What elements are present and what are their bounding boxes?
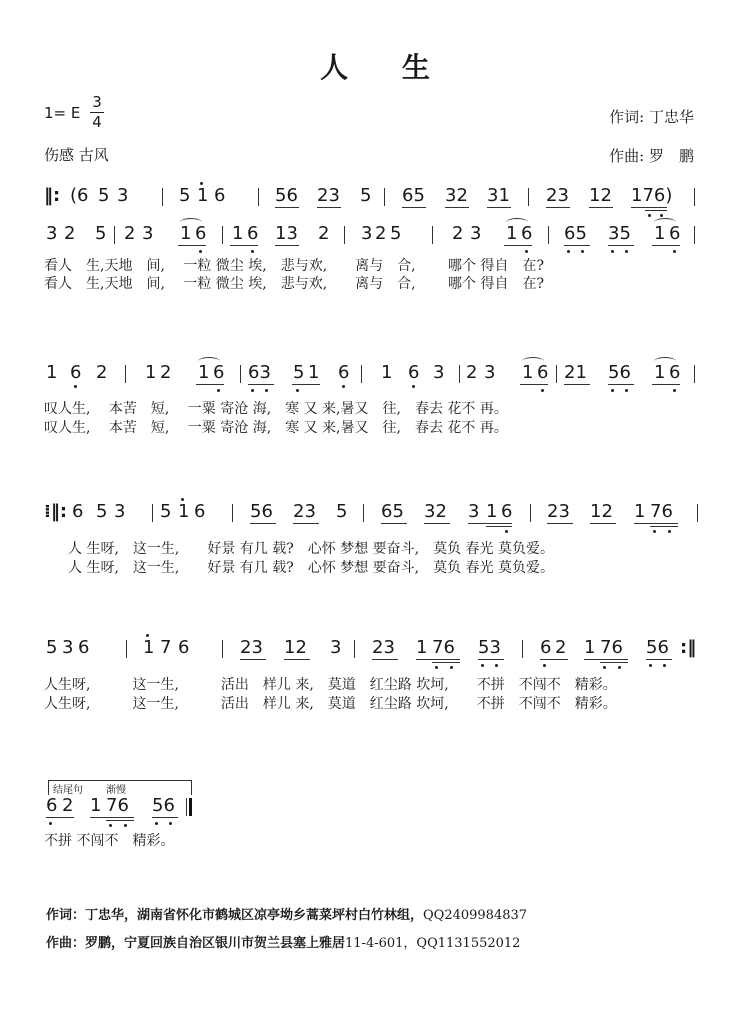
bar-line [162, 188, 163, 206]
lyrics-verse-1: 人生呀, 这一生, 活出 样儿 来, 莫道 红尘路 坎坷, 不拼 不闯不 精彩。 [44, 677, 617, 693]
score-system-2 [0, 224, 750, 248]
repeat-end-sign: :‖ [680, 637, 697, 658]
note: 6 [78, 637, 90, 658]
underline [564, 245, 590, 246]
underline [589, 207, 613, 208]
note: 2 [96, 362, 108, 383]
underline-double [486, 526, 512, 527]
note: 3 [433, 362, 445, 383]
note: 3 [114, 501, 126, 522]
low-octave-dot [296, 389, 299, 392]
bar-line [528, 188, 529, 206]
note: 1 [46, 362, 58, 383]
note: 5 [390, 223, 402, 244]
underline [652, 384, 680, 385]
lyrics-verse-1: 人 生呀, 这一生, 好景 有几 载? 心怀 梦想 要奋斗, 莫负 春光 莫负爱。 [68, 541, 555, 557]
note: 6 [537, 362, 549, 383]
note: 32 [445, 185, 468, 206]
bar-line [125, 365, 126, 383]
bar-line [459, 365, 460, 383]
note: 56 [250, 501, 273, 522]
note: 6 [46, 795, 58, 816]
composer-address: 作曲：罗鹏，宁夏回族自治区银川市贺兰县塞上雅居 [46, 936, 346, 951]
note: 6 [501, 501, 513, 522]
note: 5 [336, 501, 348, 522]
low-octave-dot [481, 664, 484, 667]
underline [248, 384, 274, 385]
lyricist-address: 作词：丁忠华，湖南省怀化市鹤城区凉亭坳乡蒿菜坪村白竹林组， [46, 908, 424, 923]
low-octave-dot [618, 666, 621, 669]
underline [631, 207, 667, 208]
low-octave-dot [625, 389, 628, 392]
low-octave-dot [567, 250, 570, 253]
note: 5 [96, 501, 108, 522]
note: 3 [142, 223, 154, 244]
note: 31 [487, 185, 510, 206]
low-octave-dot [611, 389, 614, 392]
note: 7 [160, 637, 172, 658]
composer-qq: 11-4-601，QQ1131552012 [345, 936, 521, 951]
underline [590, 523, 616, 524]
bar-line [361, 365, 362, 383]
low-octave-dot [74, 385, 77, 388]
note: 65 [564, 223, 587, 244]
note: 6 [408, 362, 420, 383]
low-octave-dot [199, 250, 202, 253]
note: 5 [46, 637, 58, 658]
note: 12 [590, 501, 613, 522]
note: 6 [669, 362, 681, 383]
note: 6 [195, 223, 207, 244]
note: 6 [338, 362, 350, 383]
low-octave-dot [543, 664, 546, 667]
note: 3 [470, 223, 482, 244]
note: 6 [194, 501, 206, 522]
score-system-5 [0, 638, 750, 662]
high-octave-dot [200, 182, 203, 185]
bar-line [126, 640, 127, 658]
low-octave-dot [155, 822, 158, 825]
underline [90, 817, 134, 818]
time-signature-bottom: 4 [92, 113, 102, 131]
bar-line [344, 226, 345, 244]
underline [608, 384, 634, 385]
underline [152, 817, 178, 818]
underline [608, 245, 634, 246]
note: 5 [360, 185, 372, 206]
low-octave-dot [435, 666, 438, 669]
low-octave-dot [251, 250, 254, 253]
note: 1 [308, 362, 320, 383]
note: 23 [293, 501, 316, 522]
low-octave-dot [342, 385, 345, 388]
low-octave-dot [525, 250, 528, 253]
note: 1 [654, 223, 666, 244]
note: 76 [432, 637, 455, 658]
underline [250, 523, 276, 524]
low-octave-dot [581, 250, 584, 253]
underline [372, 659, 398, 660]
composer-label: 作曲: 罗 鹏 [609, 147, 694, 165]
note: 2 [62, 795, 74, 816]
low-octave-dot [625, 250, 628, 253]
note: 12 [589, 185, 612, 206]
high-octave-dot [181, 498, 184, 501]
bar-line [232, 504, 233, 522]
note: 5 [160, 501, 172, 522]
bar-line [522, 640, 523, 658]
underline [293, 523, 319, 524]
underline-double [650, 526, 678, 527]
low-octave-dot [450, 666, 453, 669]
underline [504, 245, 532, 246]
underline [445, 207, 469, 208]
underline [46, 817, 74, 818]
underline [416, 659, 460, 660]
footer-composer-info [46, 932, 520, 951]
underline [284, 659, 310, 660]
score-system-1 [0, 186, 750, 210]
note: 1 [486, 501, 498, 522]
underline [178, 245, 206, 246]
low-octave-dot [668, 530, 671, 533]
underline [487, 207, 511, 208]
bar-line [152, 504, 153, 522]
note: 6 [669, 223, 681, 244]
note: 2 [318, 223, 330, 244]
note: 23 [240, 637, 263, 658]
note: 5 [293, 362, 305, 383]
bar-line [354, 640, 355, 658]
final-bar-thin [186, 798, 187, 816]
low-octave-dot [611, 250, 614, 253]
key-signature: 1= E [44, 104, 81, 122]
note: 56 [608, 362, 631, 383]
note: 6 [247, 223, 259, 244]
note: 2 [452, 223, 464, 244]
low-octave-dot [169, 822, 172, 825]
note: 1 [416, 637, 428, 658]
note: 2 [555, 637, 567, 658]
underline [584, 659, 628, 660]
low-octave-dot [541, 389, 544, 392]
note: 56 [275, 185, 298, 206]
final-bar-thick [189, 798, 192, 816]
note: 23 [372, 637, 395, 658]
note: 5 [98, 185, 110, 206]
note: 6 [213, 362, 225, 383]
low-octave-dot [648, 214, 651, 217]
lyrics-verse-2: 人 生呀, 这一生, 好景 有几 载? 心怀 梦想 要奋斗, 莫负 春光 莫负爱。 [68, 560, 555, 576]
bar-line [384, 188, 385, 206]
lyricist-label: 作词: 丁忠华 [609, 108, 694, 126]
low-octave-dot [124, 824, 127, 827]
note: 5 [95, 223, 107, 244]
low-octave-dot [663, 664, 666, 667]
note: 63 [248, 362, 271, 383]
note: (6 [70, 185, 89, 206]
bar-line [694, 226, 695, 244]
bar-line [240, 365, 241, 383]
note: 2 [124, 223, 136, 244]
bar-line [222, 640, 223, 658]
ending-label: 结尾句 [53, 785, 83, 796]
low-octave-dot [109, 824, 112, 827]
underline [317, 207, 341, 208]
note: 1 [198, 362, 210, 383]
high-octave-dot [146, 634, 149, 637]
underline [402, 207, 426, 208]
underline-double [645, 210, 667, 211]
note: 23 [547, 501, 570, 522]
note: 2 [160, 362, 172, 383]
bar-line [114, 226, 115, 244]
lyrics-verse-1: 叹人生, 本苦 短, 一粟 寄沧 海, 寒 又 来,暑又 往, 春去 花不 再。 [44, 401, 508, 417]
note: 23 [546, 185, 569, 206]
note: 6 [70, 362, 82, 383]
underline [564, 384, 590, 385]
note: 76 [650, 501, 673, 522]
note: 65 [402, 185, 425, 206]
lyrics-verse-2: 叹人生, 本苦 短, 一粟 寄沧 海, 寒 又 来,暑又 往, 春去 花不 再。 [44, 420, 508, 436]
underline-double [432, 662, 460, 663]
underline [646, 659, 672, 660]
repeat-start-sign: ⁞‖: [44, 501, 68, 522]
underline [424, 523, 450, 524]
low-octave-dot [217, 389, 220, 392]
underline [478, 659, 504, 660]
bar-line [697, 504, 698, 522]
underline [240, 659, 266, 660]
underline [275, 245, 299, 246]
note: 3 [62, 637, 74, 658]
repeat-start-sign: ‖: [44, 185, 61, 206]
low-octave-dot [603, 666, 606, 669]
note: 3 [46, 223, 58, 244]
low-octave-dot [412, 385, 415, 388]
bar-line [548, 226, 549, 244]
note: 6 [540, 637, 552, 658]
underline [547, 523, 573, 524]
note: 2 [466, 362, 478, 383]
page-title: 人 生 [320, 51, 452, 84]
underline-double [106, 820, 134, 821]
note: 1 [143, 637, 155, 658]
note: 76 [106, 795, 129, 816]
bar-line [432, 226, 433, 244]
coda-system [0, 796, 750, 820]
note: 12 [284, 637, 307, 658]
footer-lyricist-info [46, 904, 527, 923]
low-octave-dot [265, 389, 268, 392]
underline-double [600, 662, 628, 663]
bar-line [363, 504, 364, 522]
low-octave-dot [660, 214, 663, 217]
low-octave-dot [495, 664, 498, 667]
note: 1 [178, 501, 190, 522]
mood-label: 伤感 古风 [44, 146, 109, 164]
time-signature [90, 94, 104, 131]
note: 56 [152, 795, 175, 816]
low-octave-dot [673, 250, 676, 253]
note: 3 [484, 362, 496, 383]
underline [546, 207, 570, 208]
lyrics-verse-1: 看人 生,天地 间, 一粒 微尘 埃, 悲与欢, 离与 合, 哪个 得自 在? [44, 258, 545, 274]
underline [652, 245, 680, 246]
note: 6 [72, 501, 84, 522]
note: 23 [317, 185, 340, 206]
underline [230, 245, 258, 246]
note: 2 [64, 223, 76, 244]
note: 1 [634, 501, 646, 522]
note: 6 [521, 223, 533, 244]
note: 13 [275, 223, 298, 244]
tempo-marking: 渐慢 [106, 785, 126, 796]
underline [275, 207, 299, 208]
note: 1 [522, 362, 534, 383]
note: 1 [145, 362, 157, 383]
underline [468, 523, 512, 524]
note: 6 [214, 185, 226, 206]
note: 35 [608, 223, 631, 244]
note: 76 [600, 637, 623, 658]
note: 3 [330, 637, 342, 658]
note: 32 [424, 501, 447, 522]
note: 5 [179, 185, 191, 206]
low-octave-dot [251, 389, 254, 392]
underline [540, 659, 568, 660]
lyricist-qq: QQ2409984837 [423, 908, 528, 923]
note: 21 [564, 362, 587, 383]
note: 53 [478, 637, 501, 658]
low-octave-dot [505, 530, 508, 533]
bar-line [556, 365, 557, 383]
note: 1 [232, 223, 244, 244]
note: 1 [506, 223, 518, 244]
note: 3 [117, 185, 129, 206]
note: 6 [178, 637, 190, 658]
note: 3 [361, 223, 373, 244]
note: 3 [468, 501, 480, 522]
note: 56 [646, 637, 669, 658]
bar-line [530, 504, 531, 522]
bar-line [222, 226, 223, 244]
low-octave-dot [649, 664, 652, 667]
note: 1 [381, 362, 393, 383]
underline [292, 384, 320, 385]
underline [381, 523, 407, 524]
note: 1 [180, 223, 192, 244]
note: 1 [197, 185, 209, 206]
time-signature-top: 3 [92, 93, 102, 111]
coda-lyrics: 不拼 不闯不 精彩。 [44, 833, 175, 849]
low-octave-dot [673, 389, 676, 392]
note: 1 [90, 795, 102, 816]
lyrics-verse-2: 人生呀, 这一生, 活出 样儿 来, 莫道 红尘路 坎坷, 不拼 不闯不 精彩。 [44, 696, 617, 712]
note: 1 [584, 637, 596, 658]
score-system-3 [0, 363, 750, 387]
bar-line [694, 365, 695, 383]
bar-line [258, 188, 259, 206]
low-octave-dot [49, 822, 52, 825]
underline [196, 384, 224, 385]
score-system-4 [0, 502, 750, 526]
lyrics-verse-2: 看人 生,天地 间, 一粒 微尘 埃, 悲与欢, 离与 合, 哪个 得自 在? [44, 276, 545, 292]
note: 1 [654, 362, 666, 383]
low-octave-dot [653, 530, 656, 533]
note: 65 [381, 501, 404, 522]
note: 176) [631, 185, 673, 206]
underline [520, 384, 548, 385]
underline [634, 523, 678, 524]
note: 2 [375, 223, 387, 244]
bar-line [694, 188, 695, 206]
